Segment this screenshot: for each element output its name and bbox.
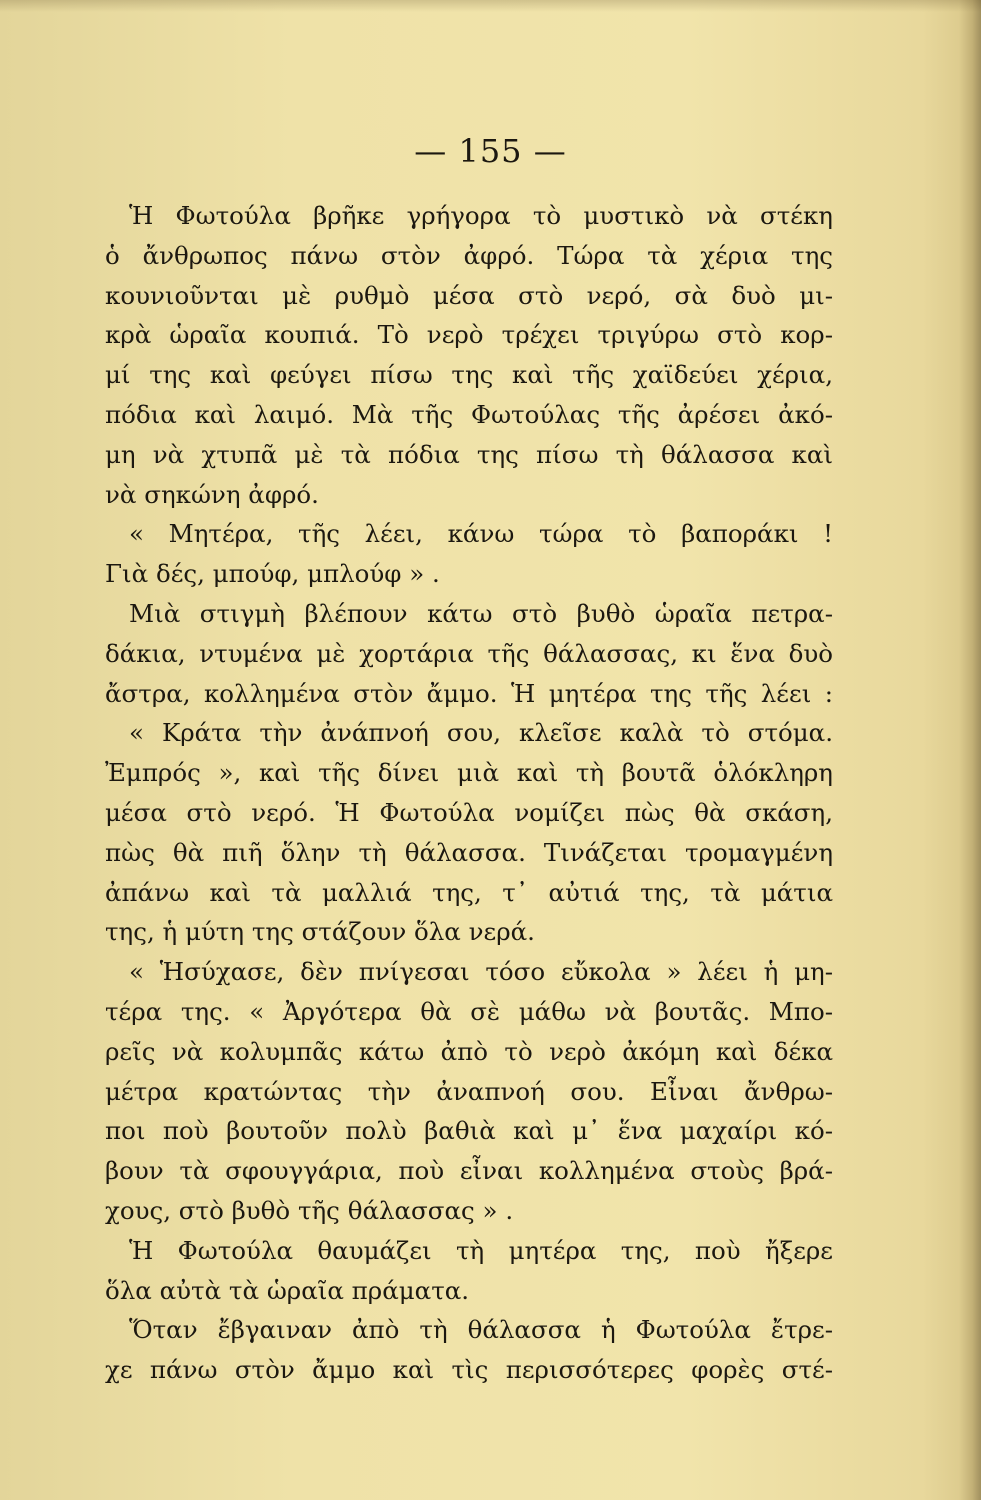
text-line: ὁ ἄνθρωπος πάνω στὸν ἀφρό. Τώρα τὰ χέρια της — [105, 240, 833, 270]
text-line: ὅλα αὐτὰ τὰ ὡραῖα πράματα. — [105, 1275, 470, 1305]
text-line: ρεῖς νὰ κολυμπᾶς κάτω ἀπὸ τὸ νερὸ ἀκόμη καὶ δέκα — [105, 1036, 833, 1066]
text-line: βουν τὰ σφουγγάρια, ποὺ εἶναι κολλημένα στοὺς βρά- — [105, 1156, 833, 1186]
text-line: τέρα της. « Ἀργότερα θὰ σὲ μάθω νὰ βουτᾶς. Μπο- — [105, 996, 833, 1026]
body-text — [105, 196, 833, 1390]
text-line: χε πάνω στὸν ἄμμο καὶ τὶς περισσότερες φορὲς στέ- — [105, 1355, 833, 1385]
text-line: Γιὰ δές, μπούφ, μπλούφ » . — [105, 559, 440, 589]
text-line: της, ἡ μύτη της στάζουν ὅλα νερά. — [105, 917, 535, 947]
text-line: κουνιοῦνται μὲ ρυθμὸ μέσα στὸ νερό, σὰ δυὸ μι- — [105, 280, 833, 310]
page-number: — 155 — — [414, 132, 567, 170]
text-line: μέσα στὸ νερό. Ἡ Φωτούλα νομίζει πὼς θὰ σκάση, — [105, 797, 833, 827]
text-line: Ἡ Φωτούλα βρῆκε γρήγορα τὸ μυστικὸ νὰ στέκη — [129, 201, 833, 230]
text-line: « Ἡσύχασε, δὲν πνίγεσαι τόσο εὔκολα » λέει ἡ μη- — [129, 957, 833, 987]
text-line: κρὰ ὡραῖα κουπιά. Τὸ νερὸ τρέχει τριγύρω στὸ κορ- — [105, 320, 833, 350]
text-line: πόδια καὶ λαιμό. Μὰ τῆς Φωτούλας τῆς ἀρέσει ἀκό- — [105, 399, 833, 429]
text-line: Ὅταν ἔβγαιναν ἀπὸ τὴ θάλασσα ἡ Φωτούλα ἔτρε- — [129, 1315, 833, 1345]
text-line: ἀπάνω καὶ τὰ μαλλιά της, τ᾿ αὐτιά της, τὰ μάτια — [105, 877, 833, 907]
text-line: νὰ σηκώνη ἀφρό. — [105, 479, 319, 509]
text-line: πὼς θὰ πιῆ ὅλην τὴ θάλασσα. Τινάζεται τρομαγμένη — [105, 837, 833, 867]
text-line: Ἡ Φωτούλα θαυμάζει τὴ μητέρα της, ποὺ ἤξερε — [129, 1235, 833, 1265]
text-line: ἄστρα, κολλημένα στὸν ἄμμο. Ἡ μητέρα της τῆς λέει : — [105, 678, 833, 708]
page-top-shadow — [0, 0, 981, 12]
text-line: μη νὰ χτυπᾶ μὲ τὰ πόδια της πίσω τὴ θάλασσα καὶ — [105, 439, 833, 469]
text-line: Μιὰ στιγμὴ βλέπουν κάτω στὸ βυθὸ ὡραῖα πετρα- — [129, 598, 833, 628]
page-right-edge — [959, 0, 981, 1500]
text-line: ποι ποὺ βουτοῦν πολὺ βαθιὰ καὶ μ᾿ ἕνα μαχαίρι κό- — [105, 1116, 833, 1146]
text-line: μί της καὶ φεύγει πίσω της καὶ τῆς χαϊδεύει χέρια, — [105, 360, 833, 390]
text-line: δάκια, ντυμένα μὲ χορτάρια τῆς θάλασσας, κι ἕνα δυὸ — [105, 638, 833, 668]
text-line: « Κράτα τὴν ἀνάπνοή σου, κλεῖσε καλὰ τὸ στόμα. — [129, 718, 833, 748]
text-line: Ἐμπρός », καὶ τῆς δίνει μιὰ καὶ τὴ βουτᾶ ὁλόκληρη — [105, 758, 833, 788]
text-line: « Μητέρα, τῆς λέει, κάνω τώρα τὸ βαποράκι ! — [129, 519, 833, 549]
text-line: μέτρα κρατώντας τὴν ἀναπνοή σου. Εἶναι ἄνθρω- — [105, 1076, 833, 1106]
text-line: χους, στὸ βυθὸ τῆς θάλασσας » . — [105, 1195, 514, 1225]
